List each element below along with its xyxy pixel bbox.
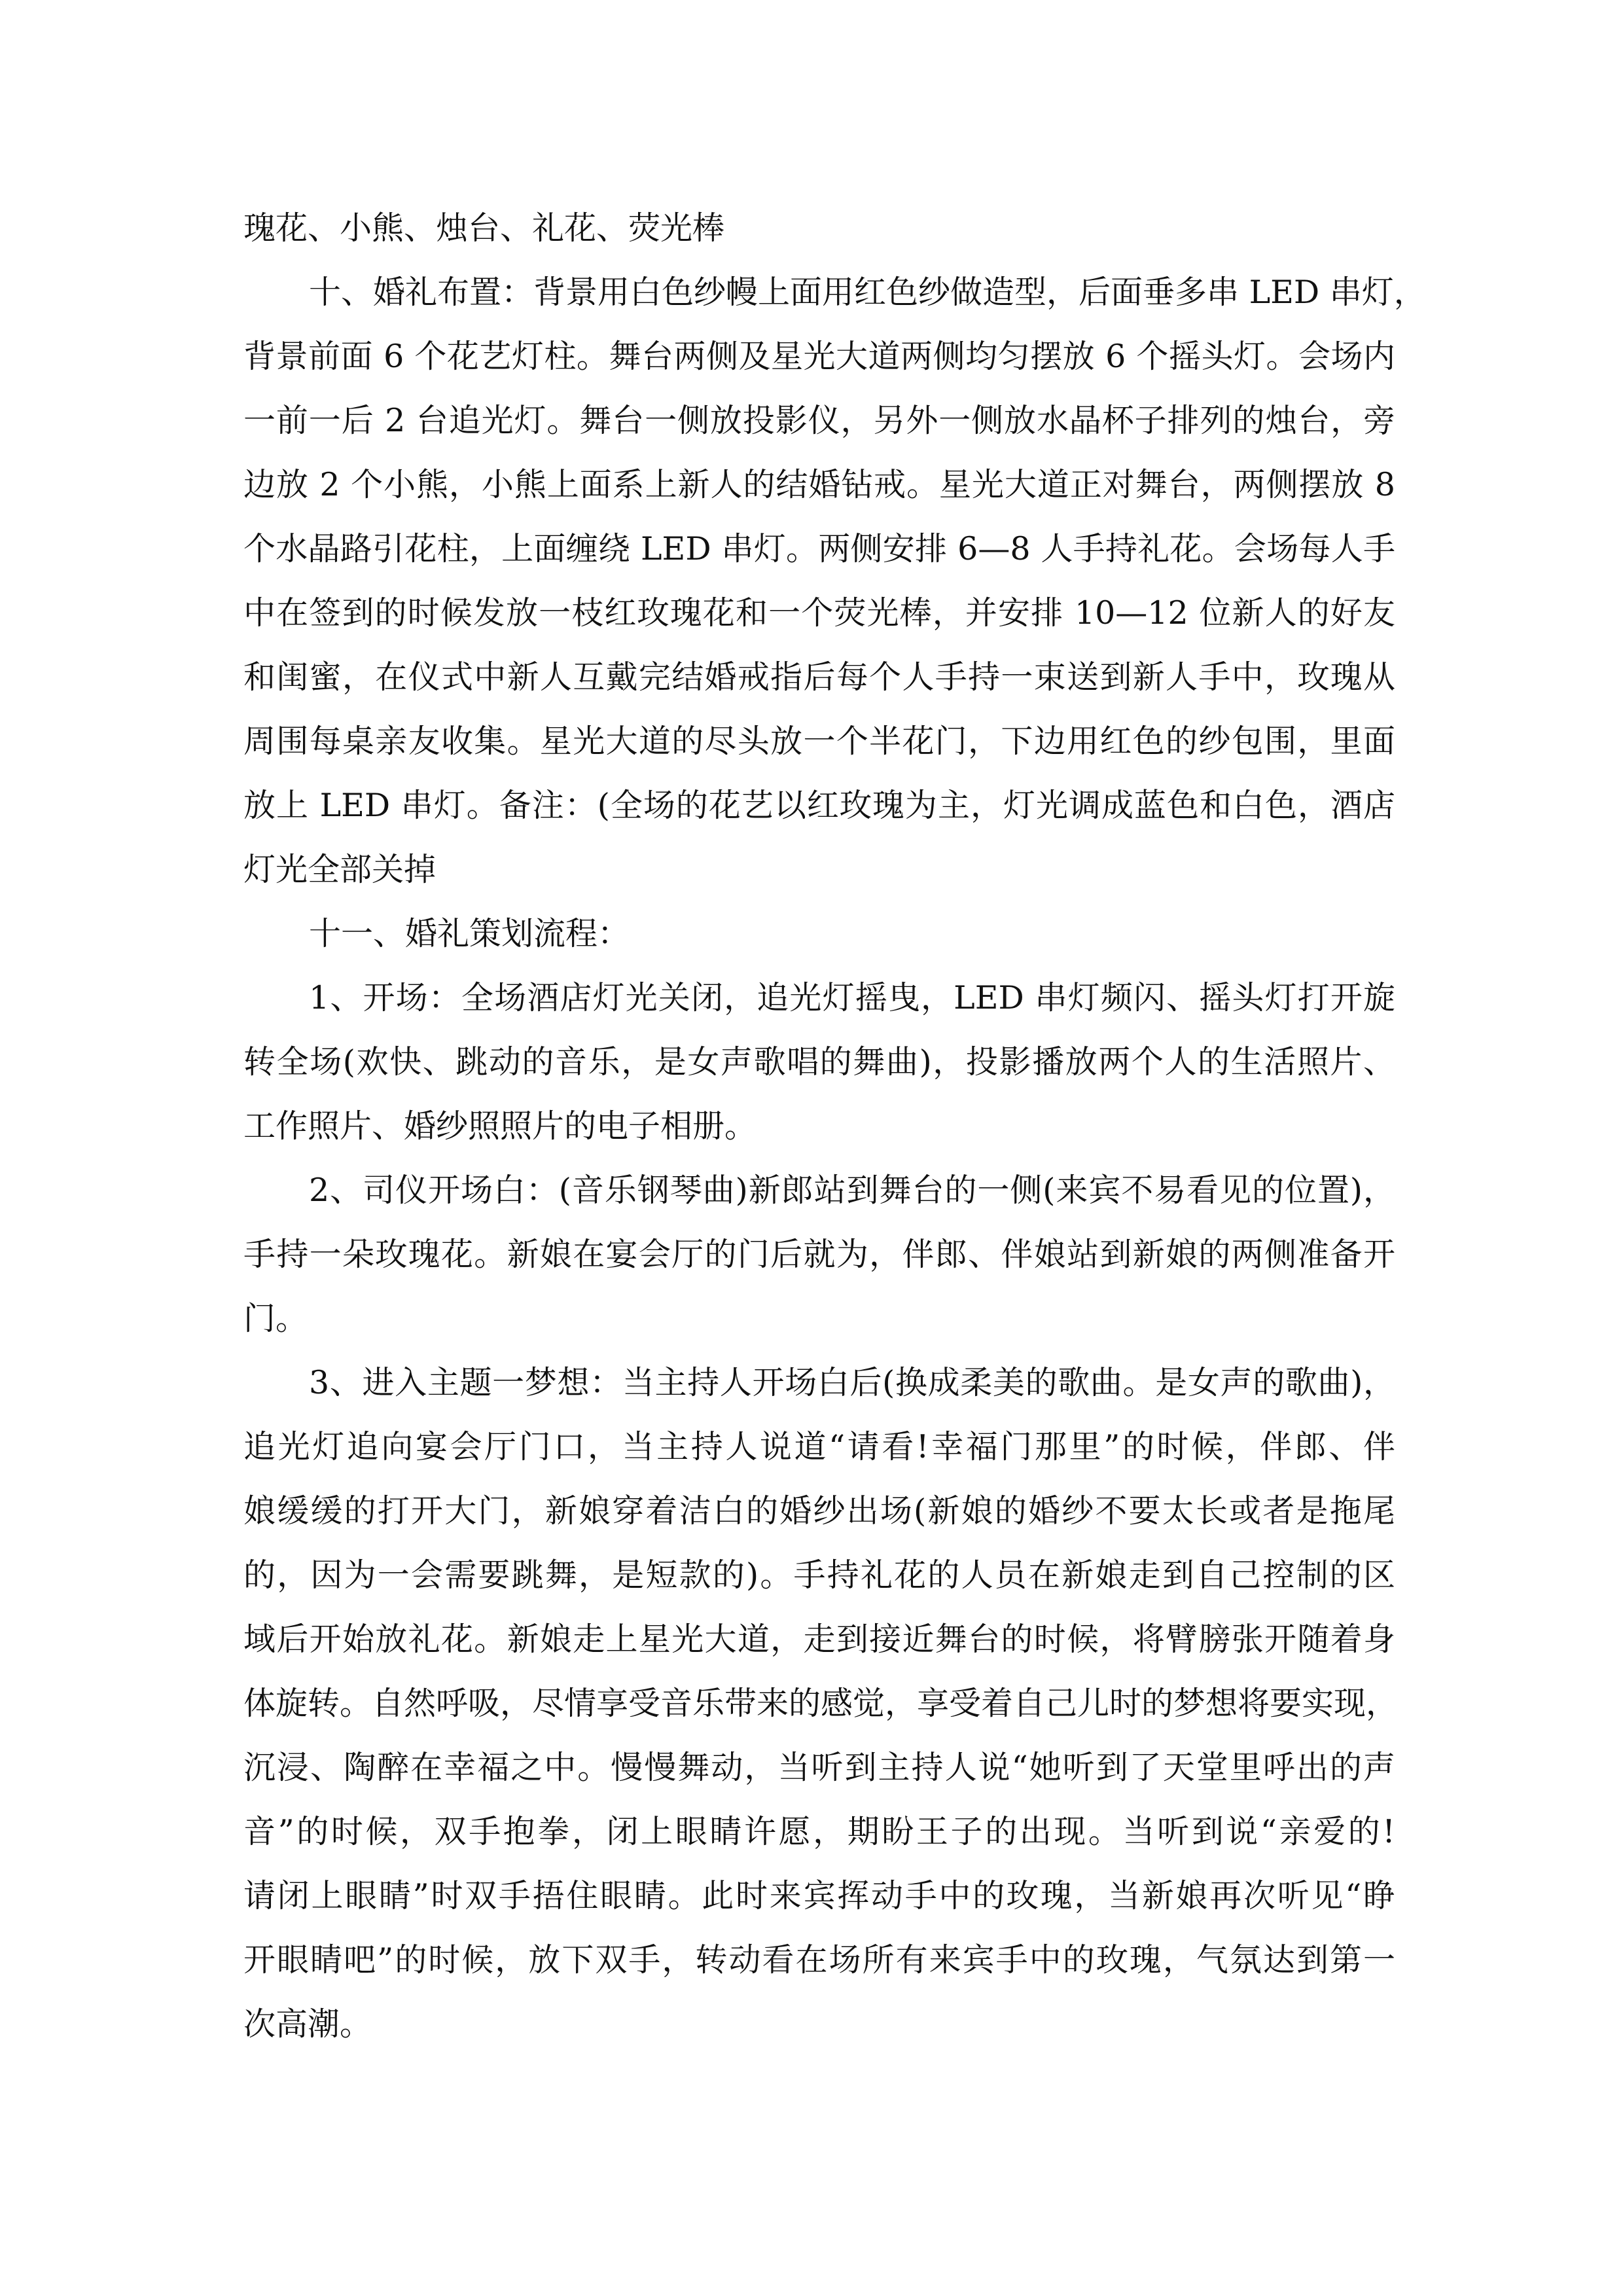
text-line: 域后开始放礼花。新娘走上星光大道，走到接近舞台的时候，将臂膀张开随着身 [243,1621,1395,1658]
section-heading-wedding-process [243,902,1395,966]
text-line: 体旋转。自然呼吸，尽情享受音乐带来的感觉，享受着自己儿时的梦想将要实现， [243,1685,1399,1722]
text-line: 请闭上眼睛”时双手捂住眼睛。此时来宾挥动手中的玫瑰，当新娘再次听见“睁 [243,1877,1395,1914]
text-line: 开眼睛吧”的时候，放下双手，转动看在场所有来宾手中的玫瑰，气氛达到第一 [243,1941,1395,1979]
text-line: 音”的时候，双手抱拳，闭上眼睛许愿，期盼王子的出现。当听到说“亲爱的! [243,1813,1395,1850]
text-line: 次高潮。 [243,2005,372,2043]
text-line: 沉浸、陶醉在幸福之中。慢慢舞动，当听到主持人说“她听到了天堂里呼出的声 [243,1749,1395,1786]
text-line: 转全场(欢快、跳动的音乐，是女声歌唱的舞曲)，投影播放两个人的生活照片、 [243,1043,1395,1081]
text-line: 追光灯追向宴会厅门口，当主持人说道“请看!幸福门那里”的时候，伴郎、伴 [243,1428,1395,1465]
paragraph-wedding-decoration [243,260,1426,902]
paragraph-step-1-opening [243,966,1395,1158]
text-line: 的，因为一会需要跳舞，是短款的)。手持礼花的人员在新娘走到自己控制的区 [243,1556,1395,1594]
paragraph-step-2-host-opening [243,1158,1395,1351]
text-line: 瑰花、小熊、烛台、礼花、荧光棒 [243,209,725,247]
text-line: 门。 [243,1300,308,1337]
text-line: 手持一朵玫瑰花。新娘在宴会厅的门后就为，伴郎、伴娘站到新娘的两侧准备开 [243,1236,1395,1273]
text-line: 1、开场：全场酒店灯光关闭，追光灯摇曳，LED 串灯频闪、摇头灯打开旋 [309,979,1395,1016]
text-line: 放上 LED 串灯。备注：(全场的花艺以红玫瑰为主，灯光调成蓝色和白色，酒店 [243,787,1395,824]
text-line: 和闺蜜，在仪式中新人互戴完结婚戒指后每个人手持一束送到新人手中，玫瑰从 [243,658,1395,696]
text-line: 背景前面 6 个花艺灯柱。舞台两侧及星光大道两侧均匀摆放 6 个摇头灯。会场内 [243,338,1395,375]
text-line: 一前一后 2 台追光灯。舞台一侧放投影仪，另外一侧放水晶杯子排列的烛台，旁 [243,402,1395,439]
text-line: 十、婚礼布置：背景用白色纱幔上面用红色纱做造型，后面垂多串 LED 串灯， [309,274,1426,311]
text-line: 工作照片、婚纱照照片的电子相册。 [243,1107,757,1145]
document-body [243,196,1426,2056]
paragraph-step-3-dream-theme [243,1351,1399,2056]
text-line: 2、司仪开场白：(音乐钢琴曲)新郎站到舞台的一侧(来宾不易看见的位置)， [309,1172,1395,1209]
text-line: 娘缓缓的打开大门，新娘穿着洁白的婚纱出场(新娘的婚纱不要太长或者是拖尾 [243,1492,1395,1530]
text-line: 十一、婚礼策划流程： [309,915,630,952]
text-line: 个水晶路引花柱，上面缠绕 LED 串灯。两侧安排 6—8 人手持礼花。会场每人手 [243,530,1395,567]
text-line: 周围每桌亲友收集。星光大道的尽头放一个半花门，下边用红色的纱包围，里面 [243,723,1395,760]
text-line: 边放 2 个小熊，小熊上面系上新人的结婚钻戒。星光大道正对舞台，两侧摆放 8 [243,466,1395,503]
text-line: 3、进入主题一梦想：当主持人开场白后(换成柔美的歌曲。是女声的歌曲)， [309,1364,1395,1401]
text-line: 灯光全部关掉 [243,851,437,888]
text-line: 中在签到的时候发放一枝红玫瑰花和一个荧光棒，并安排 10—12 位新人的好友 [243,594,1395,632]
paragraph-items-list-end [243,196,1395,260]
